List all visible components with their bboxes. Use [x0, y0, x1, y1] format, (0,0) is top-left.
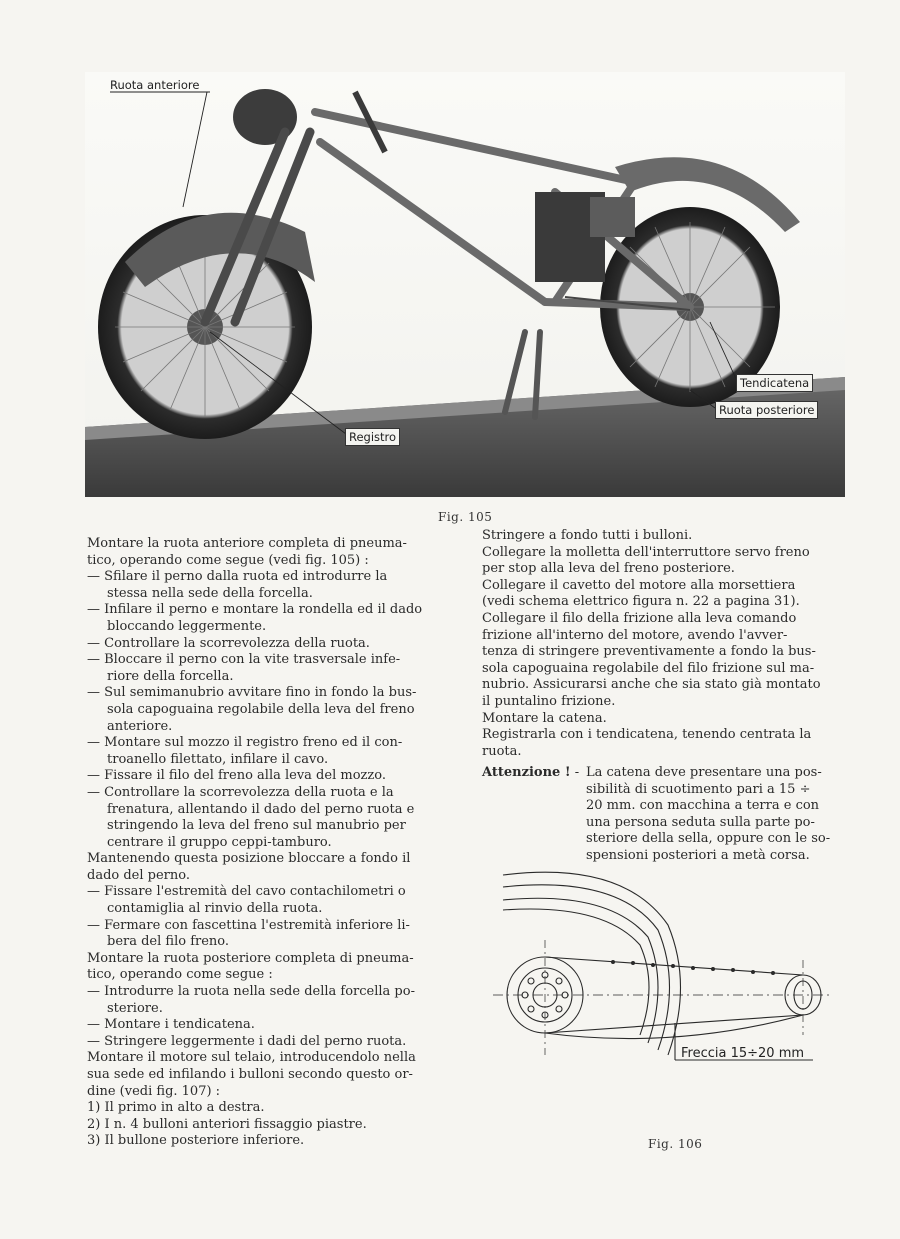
text-line: tico, operando come segue (vedi fig. 105) :: [87, 552, 369, 568]
bullet-line: — Montare sul mozzo il registro freno ed il con-: [87, 735, 403, 751]
text-line: Collegare la molletta dell'interruttore servo freno: [482, 544, 810, 560]
text-line: Collegare il filo della frizione alla leva comando: [482, 610, 797, 626]
text-line: contamiglia al rinvio della ruota.: [107, 901, 323, 917]
attention-line: sibilità di scuotimento pari a 15 ÷: [586, 781, 811, 797]
bullet-line: — Fissare l'estremità del cavo contachilometri o: [87, 884, 406, 900]
label-chain-slack: Freccia 15÷20 mm: [681, 1046, 805, 1061]
text-line: il puntalino frizione.: [482, 693, 616, 709]
label-front-wheel: Ruota anteriore: [110, 78, 200, 92]
text-line: tenza di stringere preventivamente a fondo la bus-: [482, 644, 816, 660]
text-line: ruota.: [482, 743, 522, 759]
text-line: (vedi schema elettrico figura n. 22 a pagina 31).: [482, 594, 800, 610]
label-rear-wheel: Ruota posteriore: [715, 401, 818, 419]
bullet-line: — Sfilare il perno dalla ruota ed introdurre la: [87, 569, 388, 585]
bullet-line: — Montare i tendicatena.: [87, 1017, 255, 1033]
bullet-line: — Bloccare il perno con la vite trasversale infe-: [87, 652, 401, 668]
attention-line: una persona seduta sulla parte po-: [586, 814, 815, 830]
attention-dash: -: [574, 765, 580, 780]
text-line: bera del filo freno.: [107, 934, 230, 950]
bullet-line: — Introdurre la ruota nella sede della forcella po-: [87, 984, 415, 1000]
text-line: stringendo la leva del freno sul manubrio per: [107, 818, 406, 834]
text-line: dado del perno.: [87, 867, 190, 883]
text-line: Montare la catena.: [482, 710, 607, 726]
text-line: stessa nella sede della forcella.: [107, 585, 313, 601]
text-line: sola capoguaina regolabile della leva del freno: [107, 701, 415, 717]
label-adjuster: Registro: [345, 428, 400, 446]
attention-line: steriore della sella, oppure con le so-: [586, 831, 831, 847]
bullet-line: — Controllare la scorrevolezza della ruota.: [87, 635, 370, 651]
right-column: [482, 528, 847, 760]
text-line: steriore.: [107, 1000, 163, 1016]
figure-caption-106: Fig. 106: [648, 1137, 703, 1151]
text-line: anteriore.: [107, 718, 173, 734]
motorcycle-photo: [85, 72, 845, 497]
text-line: sola capoguaina regolabile del filo frizione sul ma-: [482, 660, 815, 676]
text-line: Mantenendo questa posizione bloccare a fondo il: [87, 851, 411, 867]
text-line: frizione all'interno del motore, avendo l'avver-: [482, 627, 788, 643]
text-line: per stop alla leva del freno posteriore.: [482, 561, 735, 577]
attention-label: Attenzione !: [482, 765, 571, 780]
text-line: Stringere a fondo tutti i bulloni.: [482, 528, 693, 543]
text-line: Montare il motore sul telaio, introducendolo nella: [87, 1050, 416, 1066]
bullet-line: — Fissare il filo del freno alla leva del mozzo.: [87, 768, 386, 784]
attention-note: [482, 765, 847, 865]
text-line: 2) I n. 4 bulloni anteriori fissaggio piastre.: [87, 1116, 367, 1132]
attention-line: spensioni posteriori a metà corsa.: [586, 847, 810, 863]
text-line: 3) Il bullone posteriore inferiore.: [87, 1133, 305, 1149]
text-line: tico, operando come segue :: [87, 967, 273, 983]
motorcycle-illustration: [85, 72, 845, 497]
text-line: troanello filettato, infilare il cavo.: [107, 751, 329, 767]
figure-caption-105: Fig. 105: [438, 510, 493, 524]
text-line: Collegare il cavetto del motore alla morsettiera: [482, 577, 796, 593]
text-line: centrare il gruppo ceppi-tamburo.: [107, 834, 332, 850]
bullet-line: — Controllare la scorrevolezza della ruota e la: [87, 784, 394, 800]
attention-line: La catena deve presentare una pos-: [586, 765, 822, 780]
text-line: Registrarla con i tendicatena, tenendo centrata la: [482, 727, 812, 743]
text-line: riore della forcella.: [107, 668, 234, 684]
text-line: dine (vedi fig. 107) :: [87, 1083, 221, 1099]
text-line: sua sede ed infilando i bulloni secondo questo or-: [87, 1067, 413, 1082]
attention-line: 20 mm. con macchina a terra e con: [586, 798, 820, 814]
text-line: bloccando leggermente.: [107, 618, 267, 634]
bullet-line: — Stringere leggermente i dadi del perno ruota.: [87, 1033, 407, 1049]
text-line: nubrio. Assicurarsi anche che sia stato già montato: [482, 677, 821, 693]
text-line: 1) Il primo in alto a destra.: [87, 1100, 265, 1116]
text-line: Montare la ruota posteriore completa di pneuma-: [87, 950, 414, 966]
bullet-line: — Fermare con fascettina l'estremità inferiore li-: [87, 917, 410, 933]
attention-text: [586, 765, 830, 865]
left-column: [87, 536, 467, 1150]
text-line: Montare la ruota anteriore completa di pneuma-: [87, 536, 407, 551]
bullet-line: — Infilare il perno e montare la rondella ed il dado: [87, 602, 423, 618]
label-chain-tensioner: Tendicatena: [736, 374, 813, 392]
text-line: frenatura, allentando il dado del perno ruota e: [107, 801, 415, 817]
bullet-line: — Sul semimanubrio avvitare fino in fondo la bus-: [87, 685, 417, 701]
